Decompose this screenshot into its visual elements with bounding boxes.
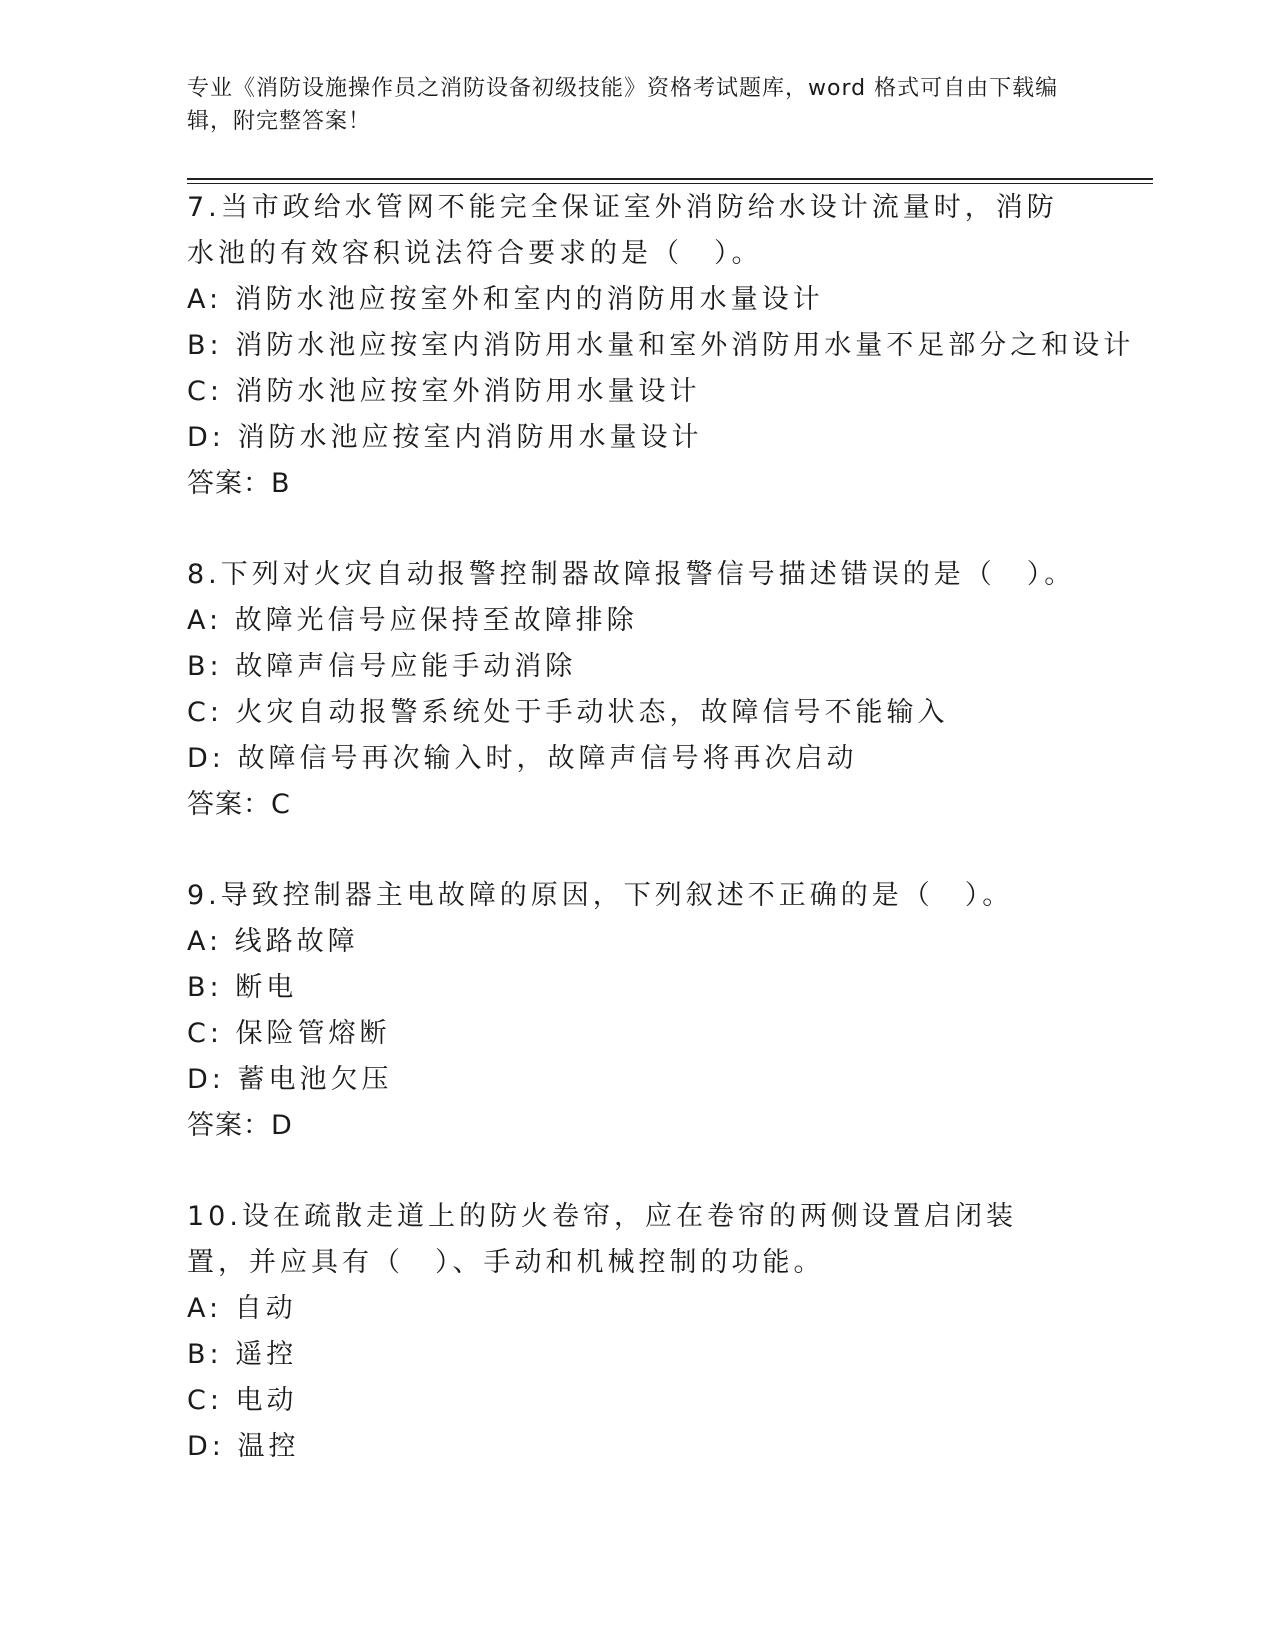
option-a: A: 故障光信号应保持至故障排除 [187, 605, 638, 636]
option-d: D: 蓄电池欠压 [187, 1064, 393, 1095]
answer-label: 答案： [187, 1110, 271, 1141]
option-c: C: 保险管熔断 [187, 1018, 391, 1049]
header-divider-thin [187, 183, 1153, 184]
answer-value: B [271, 468, 291, 499]
answer-line [187, 782, 1107, 828]
option-c: C: 消防水池应按室外消防用水量设计 [187, 376, 701, 407]
option-a: A: 线路故障 [187, 926, 359, 957]
option-b: B: 遥控 [187, 1339, 298, 1370]
question-10 [187, 1194, 1107, 1470]
option-b: B: 故障声信号应能手动消除 [187, 651, 577, 682]
option-b: B: 断电 [187, 972, 298, 1003]
document-header: 专业《消防设施操作员之消防设备初级技能》资格考试题库，word 格式可自由下载编辑，附完整答案！ [187, 76, 1059, 134]
header-divider [187, 178, 1153, 180]
option-c: C: 火灾自动报警系统处于手动状态，故障信号不能输入 [187, 697, 949, 728]
option-d: D: 消防水池应按室内消防用水量设计 [187, 422, 703, 453]
answer-label: 答案： [187, 789, 271, 820]
question-9 [187, 873, 1107, 1149]
answer-label: 答案： [187, 468, 271, 499]
option-d: D: 故障信号再次输入时，故障声信号将再次启动 [187, 743, 858, 774]
option-a: A: 消防水池应按室外和室内的消防用水量设计 [187, 284, 824, 315]
option-b: B: 消防水池应按室内消防用水量和室外消防用水量不足部分之和设计 [187, 330, 1135, 361]
option-d: D: 温控 [187, 1431, 300, 1462]
answer-value: D [271, 1110, 293, 1141]
question-stem: 10.设在疏散走道上的防火卷帘，应在卷帘的两侧设置启闭装置，并应具有（ ）、手动和机械控制的功能。 [187, 1201, 1017, 1278]
option-c: C: 电动 [187, 1385, 298, 1416]
question-7 [187, 185, 1135, 507]
question-8 [187, 552, 1107, 828]
question-stem: 9.导致控制器主电故障的原因，下列叙述不正确的是（ ）。 [187, 880, 1014, 911]
answer-value: C [271, 789, 291, 820]
option-a: A: 自动 [187, 1293, 297, 1324]
question-list [187, 185, 1135, 1515]
question-stem: 8.下列对火灾自动报警控制器故障报警信号描述错误的是（ ）。 [187, 559, 1076, 590]
question-stem: 7.当市政给水管网不能完全保证室外消防给水设计流量时，消防水池的有效容积说法符合要求的是（ ）。 [187, 192, 1058, 269]
answer-line [187, 461, 1107, 507]
answer-line [187, 1103, 1107, 1149]
